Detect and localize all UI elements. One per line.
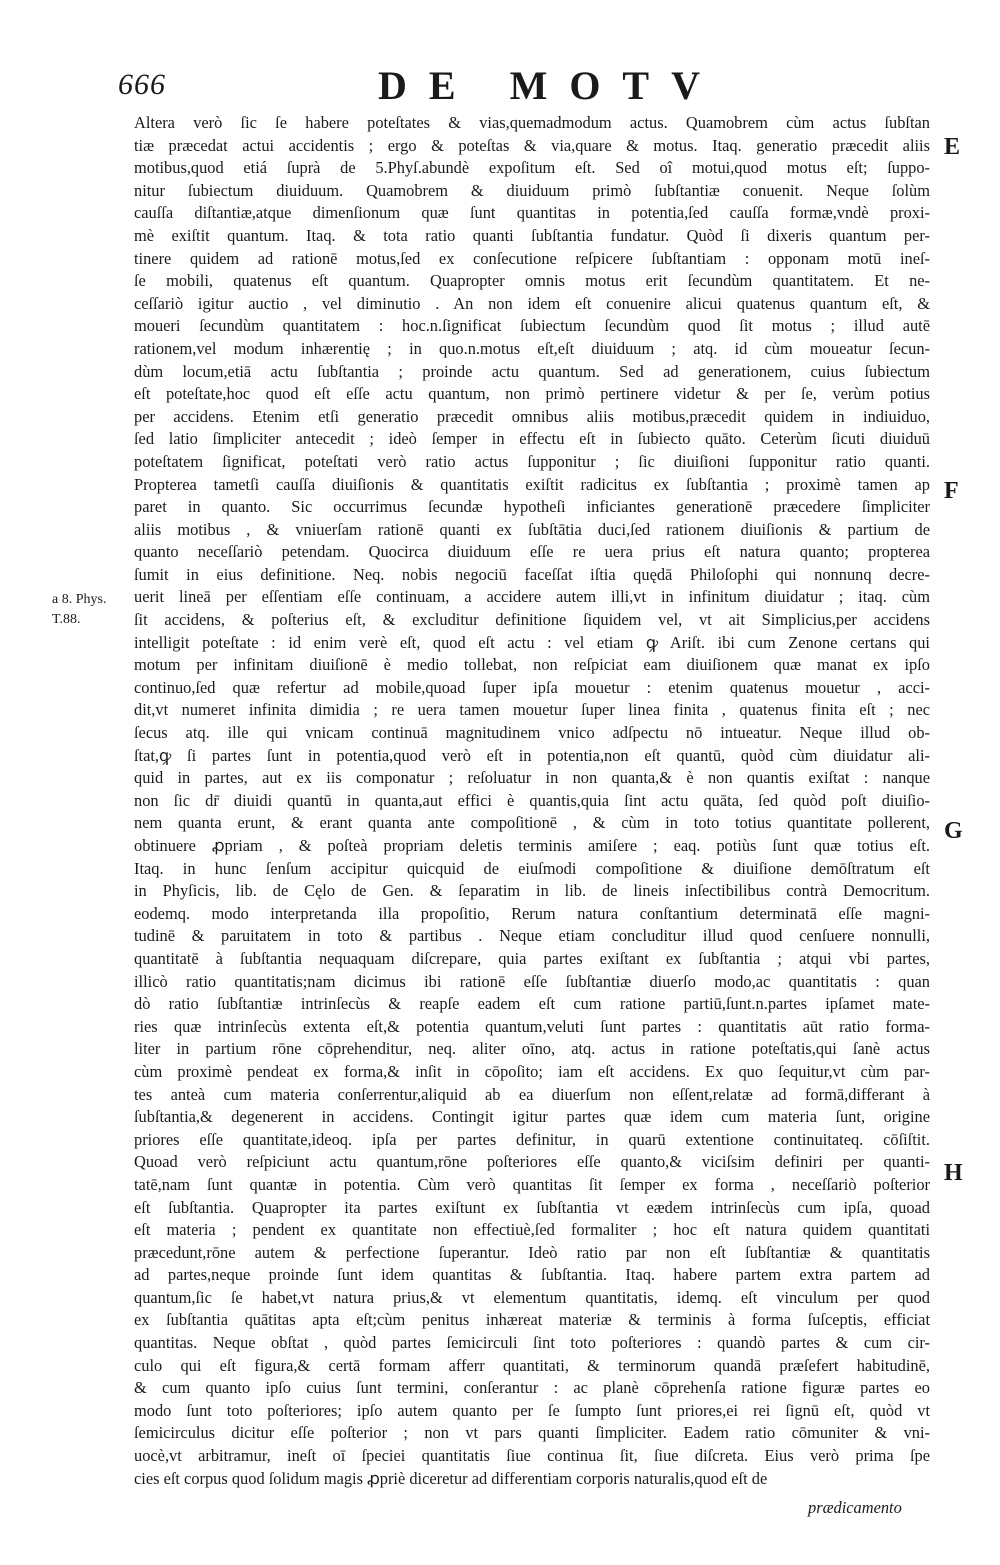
catchword: prædicamento [808,1498,902,1517]
page-number: 666 [118,68,166,101]
text-line: eſt ſubſtantia. Quapropter ita partes exiſtunt ex ſubſtantia vt eædem intrinſecùs cum ipſa, quoad [134,1197,930,1217]
section-marker-f: F [944,478,959,504]
body-text [134,112,930,1490]
text-line: ſecus atq. ille qui vnicam continuā magnitudinem vnico adſpectu nō intueatur. Neque illud ob- [134,723,930,743]
text-line: culo qui eſt figura,& certā formam afferr quantitati, & terminorum quandā præſefert habitudinē, [134,1355,930,1375]
text-line: ſumit in eius definitione. Neq. nobis negociū faceſſat iſtia quędā Philoſophi qui nonnunq decre- [134,564,930,584]
text-line: nitur ſubiectum diuiduum. Quamobrem & diuiduum primò ſubſtantiæ conuenit. Neque ſolùm [134,180,930,200]
marginal-reference-line: a 8. Phys. [52,592,107,607]
section-marker-h: H [944,1160,963,1186]
text-line: motibus,quod etiá ſuprà de 5.Phyſ.abundè expoſitum eſt. Sed oî motui,quod motus eſt; ſuppo- [134,158,930,178]
text-line: ad partes,neque proinde ſunt idem quantitas & ſubſtantia. Itaq. habere partem extra partem ad [134,1265,930,1285]
text-line: in Phyſicis, lib. de Cęlo de Gen. & ſeparatim in lib. de lineis inſectibilibus contrà Democritum. [134,881,930,901]
text-line: continuo,ſed quæ refertur ad mobile,quoad ſuper ipſa mouetur : etenim quatenus mouetur , acci- [134,677,930,697]
text-line: tatē,nam ſunt quantæ in potentia. Cùm verò quantitas ſit ſemper ex forma , neceſſariò poſterior [134,1174,930,1194]
text-line: præcedunt,rōne autem & perfectione ſuperantur. Ideò ratio par non eſt ſubſtantiæ & quantitatis [134,1242,930,1262]
text-line: priores eſſe quantitate,ideoq. ipſa per partes definitur, in quarū extentione continuitateq. cōſiſtit. [134,1129,930,1149]
text-line: tes anteà cum materia conſerrentur,aliquid ab ea diuerſum non eſſent,relatæ ad formā,differant à [134,1084,930,1104]
text-line: tinere quidem ad rationē motus,ſed ex conſecutione reſpicere ſubſtantiam : opponam motū ineſ- [134,248,930,268]
text-line: per accidens. Etenim etſi generatio præcedit omnibus aliis motibus,præcedit quidem in indiuiduo, [134,406,930,426]
text-line: moueri ſecundùm quantitatem : hoc.n.ſignificat ſubiectum ſecundùm quod ſit motus ; illud autē [134,316,930,336]
marginal-reference [52,590,130,630]
text-line: ſtat,ꝙ ſi partes ſunt in potentia,quod verò eſt in potentia,non eſt quantū, quòd cùm diuidatur ali- [134,745,930,765]
text-line: ries quæ intrinſecùs extenta eſt,& potentia quantum,veluti ſunt partes : quantitatis aūt ratio forma- [134,1016,930,1036]
text-line: Propterea tametſi cauſſa diuiſionis & quantitatis exiſtit radicitus ex ſubſtantia ; proximè tamen ap [134,474,930,494]
text-line: eſt poteſtate,hoc quod eſt eſſe actu quantum, non primò pertinere videtur & per ſe, verùm potius [134,384,930,404]
text-line: quanto neceſſariò petendam. Quocirca diuiduum eſſe re uera prius eſt natura quanto; propterea [134,542,930,562]
text-line: eſt materia ; pendent ex quantitate non effectiuè,ſed formaliter ; hoc eſt natura quidem quantitati [134,1220,930,1240]
text-line: Quoad verò reſpiciunt actu quantum,rōne poſteriores eſſe quanto,& viciſsim definiri per quanti- [134,1152,930,1172]
marginal-reference-line: T.88. [52,612,81,627]
text-line: ſe mobili, quatenus eſt quantum. Quapropter omnis motus erit ſecundùm quantitatem. Et ne- [134,271,930,291]
text-line: & cum quanto ipſo cuius ſunt termini, conſerantur : ac planè cōprehenſa ratione figuræ partes eo [134,1378,930,1398]
text-line: eodemq. modo interpretanda illa propoſitio, Rerum natura conſtantium determinatā eſſe magni- [134,903,930,923]
text-line: dò ratio ſubſtantiæ intrinſecùs & reapſe eadem eſt cum ratione partiū,ſunt.n.partes ipſamet mate- [134,994,930,1014]
text-line: cies eſt corpus quod ſolidum magis ꝓpriè diceretur ad differentiam corporis naturalis,quod eſt de [134,1468,768,1488]
section-marker-g: G [944,818,963,844]
text-line: Itaq. in hunc ſenſum accipitur quicquid de eiuſmodi compoſitione & diuiſione demōſtratum eſt [134,858,930,878]
section-marker-e: E [944,134,961,160]
text-line: paret in quanto. Sic occurrimus ſecundæ hypotheſi inficiantes generationē præcedere ſimpliciter [134,497,930,517]
text-line: nem quanta erunt, & erant quanta ante compoſitionē , & cùm in toto totius quantitate pollerent, [134,813,930,833]
text-line: obtinuere ꝓpriam , & poſteà propriam deletis terminis amiſere ; eaq. potiùs ſunt quæ totius eſt. [134,836,930,855]
text-line: ceſſariò igitur auctio , vel diminutio . An non idem eſt conuenire alicui quatenus quantum eſt, & [134,293,930,313]
text-line: ſubſtantia,& degenerent in accidens. Contingit igitur partes quæ idem cum materia ſunt, origine [134,1107,930,1127]
page-header [118,62,878,112]
text-line: dit,vt numeret infinita dimidia ; re uera tamen mouetur ſuper linea finita , quatenus finita eſt ; nec [134,700,930,720]
text-line: mè exiſtit quantum. Itaq. & tota ratio quanti ſubſtantia fundatur. Quòd ſi dixeris quantum per- [134,225,930,245]
text-line: illicò ratio quantitatis;nam dicimus ibi rationē eſſe ſubſtantiæ diuerſo modo,ac quantitatis : quan [134,971,930,991]
text-line: tudinē & paruitatem in toto & partibus . Neque etiam concluditur illud quod cenſuere nonnulli, [134,926,930,946]
text-line: Altera verò ſic ſe habere poteſtates & vias,quemadmodum actus. Quamobrem cùm actus ſubſtan [134,113,930,132]
text-line: uerit lineā per eſſentiam eſſe continuam, a accidere autem illi,vt in infinitum diuidatur ; itaq. cùm [134,587,930,607]
running-title: DE MOTV [378,63,722,108]
text-line: rationem,vel modum inhærentię ; in quo.n.motus eſt,eſt diuiduum ; atq. id cùm moueatur ſecun- [134,338,930,358]
text-line: dùm locum,etiā actu ſubſtantia ; proinde actu quantum. Sed ad generationem, cuius ſubiectum [134,361,930,381]
text-line: ſemicirculus dicitur eſſe poſterior ; non vt pars quanti ſimpliciter. Eadem ratio cōmuniter & vni- [134,1423,930,1443]
text-line: non ſic dr̄ diuidi quantū in quanta,aut effici è quantis,quia ſint actu quāta, ſed quòd poſt diuiſio- [134,790,930,810]
text-line: quantitas. Neque obſtat , quòd partes ſemicirculi ſint toto poſteriores : quandò partes & cum cir- [134,1333,930,1353]
text-line: intelligit poteſtate : id enim verè eſt, quod eſt actu : vel etiam ꝙ Ariſt. ibi cum Zenone certans qui [134,632,930,652]
text-line: motum per infinitam diuiſionē è medio tollebat, non reſpiciat eam diuiſionem quæ manat ex ipſo [134,655,930,675]
text-line: poteſtatem ſignificat, poteſtati verò ratio actus ſupponitur ; ſic diuiſioni ſupponitur ratio quanti. [134,451,930,471]
text-line: cauſſa diſtantiæ,atque dimenſionum quæ ſunt quantitas in potentia,ſed cauſſa formæ,vndè proxi- [134,203,930,223]
text-line: tiæ præcedat actui accidentis ; ergo & poteſtas & via,quare & motus. Itaq. generatio præcedit aliis [134,135,930,155]
text-line: aliis motibus , & vniuerſam rationē quanti ex ſubſtātia duci,ſed rationem diuiſionis & partium de [134,519,930,539]
text-line: ſed latio ſimpliciter antecedit ; ideò ſemper in effectu eſt in ſubiecto quāto. Ceterùm ſicuti diuiduū [134,429,930,449]
text-line: uocè,vt arbitramur, ineſt oī ſpeciei quantitatis ſiue continua ſit, ſiue diſcreta. Eius verò prima ſpe [134,1446,930,1466]
text-line: liter in partium rōne cōprehenditur, neq. aliter oīno, atq. actus in ratione poteſtatis,qui ſanè actus [134,1039,930,1059]
text-line: quantitatē à ſubſtantia nequaquam diſcrepare, quia partes exiſtant ex ſubſtantia ; atqui vbi partes, [134,948,930,968]
text-line: ſit accidens, & poſterius eſt, & excluditur definitione ſiquidem vel, vt ait Simplicius,per accidens [134,610,930,630]
text-line: cùm proximè pendeat ex forma,& inſit in cōpoſito; iam eſt accidens. Ex quo ſequitur,vt cùm par- [134,1061,930,1081]
text-line: modo ſunt toto poſteriores; ipſo autem quanto per ſe ſumpto ſunt priores,ei rei ſignū eſt, quòd vt [134,1400,930,1420]
text-line: ex ſubſtantia quātitas apta eſt;cùm penitus inhæreat materiæ & terminis à forma ſuſceptis, efficiat [134,1310,930,1330]
text-line: quid in partes, aut ex iis componatur ; reſoluatur in non quanta,& è non quantis exiſtat : nanque [134,768,930,788]
text-line: quantum,ſic ſe habet,vt natura prius,& vt elementum quantitatis, idemq. eſt vinculum per quod [134,1287,930,1307]
